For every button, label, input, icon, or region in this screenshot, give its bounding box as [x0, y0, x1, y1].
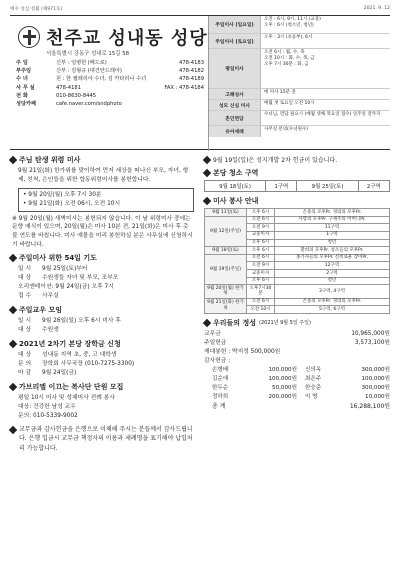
contact-row: 부주임 신부 : 김형규 (대건안드레아) 478-4182: [16, 68, 204, 75]
contact-list: [16, 59, 204, 108]
contact-row: 주 임 신부 : 임병헌 (베드로) 478-4183: [16, 60, 204, 66]
special-collection-section: [204, 155, 390, 164]
section-title: 주일교우 모임: [19, 306, 63, 315]
top-line: [10, 6, 390, 14]
meeting-section: 주일교우 모임 일 시 9월 26일(일) 오후 6시 미사 후 대 상 수원생: [10, 305, 194, 335]
section-title: 주님 탄생 위령 미사: [19, 156, 81, 164]
section-title: 2021년 2차기 본당 장학금 신청: [19, 340, 121, 349]
table-row: 오후 6시 청년: [205, 277, 390, 285]
table-row: 교중미사 1구역: [205, 231, 390, 239]
memorial-mass-section: [10, 155, 194, 249]
offering-section: [204, 318, 390, 411]
bulletin-header: [10, 15, 390, 150]
offering-list: [204, 330, 390, 366]
table-row: 오전 9시 12구역: [205, 262, 390, 270]
donation-notice: [10, 425, 194, 453]
offering-row: 교무금 10,965,000원: [204, 330, 390, 337]
table-row: 오후 6시 청년: [205, 239, 390, 247]
prayer-section: 주일미사 위한 54일 기도 일 시 9월 25일(토)부터 대 상 수원생들 자녀 및 부모, 조부모 오리엔테이션: 9월 24일(금) 오후 7시 접 수 사무실: [10, 253, 194, 301]
offering-row: 감사헌금 :: [204, 357, 231, 364]
table-row: 오전 10시 5구역, 6구역: [205, 306, 390, 314]
left-column: [10, 155, 194, 559]
diamond-icon: [203, 197, 211, 205]
mass-times-box: • 9월 20일(월) 오후 7시 30분 • 9월 21일(화) 오전 06시, 오전 10시: [18, 188, 194, 212]
cafe-link[interactable]: 성당카페 cafe.naver.com/sndphoto: [16, 101, 122, 108]
contact-row: 전 화 010-8630-8445: [16, 92, 97, 99]
collection-notice: 9월 19일(일)은 성지개발 2차 헌금이 있습니다.: [213, 157, 338, 164]
donor-item: 김순애 100,000원: [212, 375, 297, 382]
contact-row: 사 무 실 478-4181 FAX : 478-4184: [16, 84, 204, 91]
issue-label: 예수 성심 성월 (제971호): [10, 7, 63, 12]
table-row: 9월 19일(주일) 오전 6시 종가자들의 모후Pr. 신비로운 장미Pr.: [205, 254, 390, 262]
cleaning-section: [204, 168, 390, 192]
contact-row: 수 녀 원 : 한 필레리아 수녀, 김 카타리나 수녀 478-4189: [16, 76, 204, 83]
parish-address: 서울특별시 강동구 성내로 15길 58: [46, 51, 130, 57]
table-row: 9월 21일(화) 한가위 오전 6시 온중의 모후Pr. 경의의 모후Pr.: [205, 298, 390, 306]
diamond-icon: [203, 169, 211, 177]
issue-date: 2021. 9. 12: [363, 6, 390, 11]
section-note: ※ 9월 20일(월) 새벽미사는 봉헌되지 않습니다. 이 날 위령미사 중에는 문향 예식이 있으며, 20일(월)은 미사 10분 전, 21일(화)은 미사 후 촛불 연도를 바칩니다. 미사 예물을 미리 봉헌하실 분은 사무실에 신청하시기 바랍니다.: [12, 215, 193, 248]
diamond-icon: [9, 254, 17, 262]
diamond-icon: [9, 383, 17, 391]
donor-item: 신의옥 300,000원: [305, 366, 390, 373]
section-title: 주일미사 위한 54일 기도: [19, 254, 97, 263]
section-body: 9월 21일(화) 한가위를 맞이하여 먼저 세상을 떠나신 부모, 자녀, 형제, 친척, 은인들을 위한 합동위령미사를 봉헌합니다.: [18, 168, 189, 183]
cross-logo-icon: [18, 26, 40, 48]
table-row: 9월 20일(월) 한가위 오후7시30분 3구역, 4구역: [205, 285, 390, 298]
donor-item: 최은주 100,000원: [305, 375, 390, 382]
service-table: [204, 208, 390, 314]
mass-schedule: 주일미사 (일요일) 오전 : 6시, 9시, 11시 (교중) 오후 : 6시 (청소년, 청년) 주일미사 (토요일) 오후 : 3시 (초등부), 6시 평일미사 오전 6시 : 월, 수, 목 오전 10시 : 화, 수, 목, 금 오후 7시 30분 : 화, 금 고해성사 매 미사 15분 전 성모 신심 미사 매월 첫 토요일 오전 10시 혼인면담 수녀님, 면담 필요시 (매월 셋째 목요일 접수) 일주일 전까지 유아세례 사무실 문의(수녀원수): [208, 16, 390, 151]
donation-text: 교무금과 감사헌금을 은행으로 이체해 주시는 분들께서 감사드립니다. 은행 입금시 교무금 책정자의 이름과 세례명을 표기해야 납입처리 가능합니다.: [19, 426, 193, 452]
title-row: [18, 24, 208, 50]
right-column: [204, 155, 390, 559]
donor-item: 익 명 10,000원: [305, 393, 390, 400]
table-row: 교중미사 2구역: [205, 270, 390, 278]
donor-item: 손형배 100,000원: [212, 366, 297, 373]
diamond-icon: [203, 319, 211, 327]
offering-row: 주일헌금 3,573,100원: [204, 339, 390, 346]
table-row: 9월 11일(토) 오후 6시 온중의 모후Pr. 경의의 모후Pr.: [205, 209, 390, 217]
donor-grid: [204, 366, 390, 402]
section-title: 가브리엘 이끄는 복사단 단원 모집: [19, 383, 124, 392]
diamond-icon: [203, 155, 211, 163]
section-title: 우리들의 정성: [213, 318, 257, 327]
table-row: 9월 18일(토) 1구역 9월 25일(토) 2구역: [205, 181, 390, 192]
section-title: 본당 청소 구역: [213, 169, 259, 177]
parish-info: [10, 16, 208, 151]
donor-item: 한승준 300,000원: [305, 384, 390, 391]
diamond-icon: [9, 426, 17, 434]
section-title: 미사 봉사 안내: [213, 197, 259, 205]
table-row: 오전 9시 11구역: [205, 224, 390, 232]
diamond-icon: [9, 340, 17, 348]
total-row: 총 계 16,288,100원: [212, 402, 390, 410]
cleaning-table: [204, 180, 390, 192]
page-title: 천주교 성내동 성당: [46, 28, 208, 49]
diamond-icon: [9, 306, 17, 314]
donor-item: 한두순 50,000원: [212, 384, 297, 391]
altar-server-section: 가브리엘 이끄는 복사단 단원 모집 평일 10시 미사 및 성체미사 전례 봉사 대상: 건강한 남성 교우 문의: 010-5339-9002: [10, 382, 194, 421]
offering-row: 재대봉헌 : 박지정 500,000원: [204, 348, 281, 355]
section-subtitle: (2021년 9월 5일 주일): [259, 320, 311, 327]
donor-item: 정하희 200,000원: [212, 393, 297, 400]
scholarship-section: 2021년 2차기 본당 장학금 신청 대 상 성내동 지역 초, 중, 고 대학생 문 의 장학회 사무국장 (010-7275-3300) 마 감 9월 24일(금): [10, 339, 194, 378]
diamond-icon: [9, 156, 17, 164]
mass-service-section: [204, 196, 390, 314]
table-row: 9월 12일(주일) 오전 6시 사랑의 모후Pr. 구세주의 어머니Pr.: [205, 216, 390, 224]
table-row: 9월 18일(토) 오후 6시 환희의 모후Pr. 성조들의 모후Pr.: [205, 247, 390, 255]
